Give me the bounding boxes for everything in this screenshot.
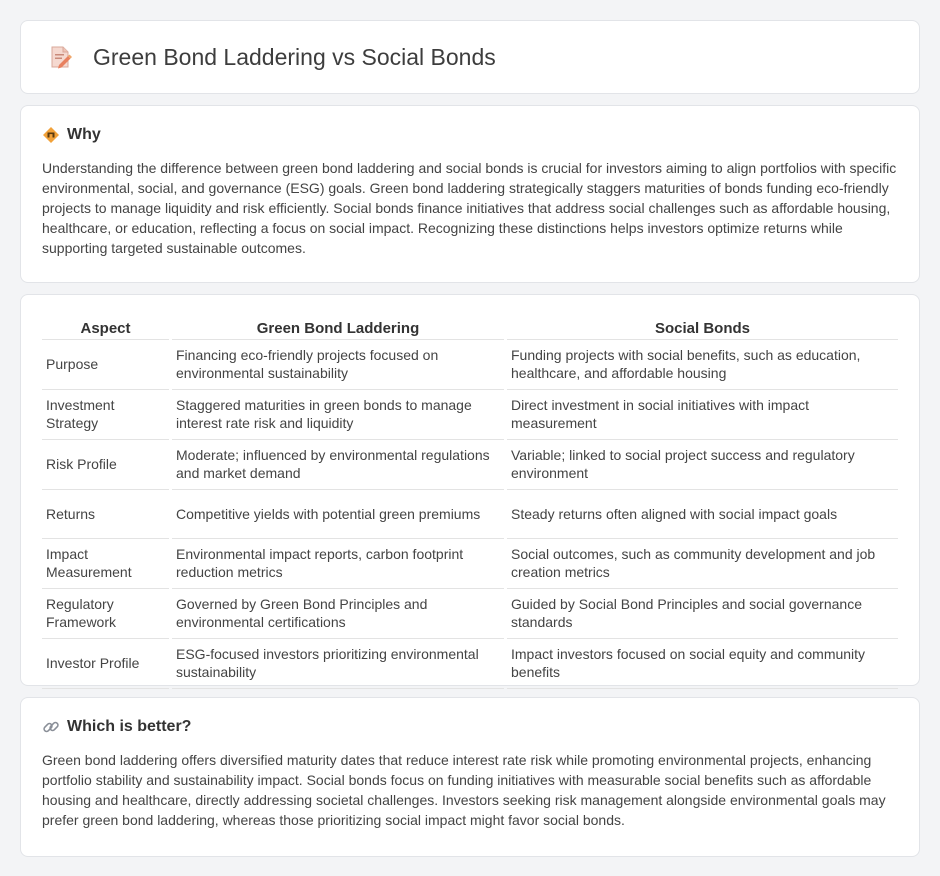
row-green-bond-laddering: Financing eco-friendly projects focused on environmental sustainability [172,340,504,390]
row-green-bond-laddering: ESG-focused investors prioritizing environmental sustainability [172,639,504,689]
link-icon [42,718,60,736]
which-is-better-heading: Which is better? [67,718,192,735]
title-card [20,20,920,94]
row-social-bonds: Steady returns often aligned with social impact goals [507,490,898,539]
document-pen-icon [47,44,73,70]
column-header-aspect: Aspect [42,316,169,340]
row-green-bond-laddering: Moderate; influenced by environmental regulations and market demand [172,440,504,490]
page-title: Green Bond Laddering vs Social Bonds [93,43,496,70]
table-row [42,440,898,490]
row-social-bonds: Guided by Social Bond Principles and social governance standards [507,589,898,639]
row-green-bond-laddering: Staggered maturities in green bonds to manage interest rate risk and liquidity [172,390,504,440]
why-section [20,105,920,283]
row-green-bond-laddering: Governed by Green Bond Principles and environmental certifications [172,589,504,639]
row-social-bonds: Impact investors focused on social equity and community benefits [507,639,898,689]
which-is-better-section [20,697,920,857]
table-row [42,539,898,589]
table-header-row [42,316,898,340]
why-text: Understanding the difference between green bond laddering and social bonds is crucial for investors aiming to align portfolios with specific environmental, social, and governance (ESG) goals. Green bond laddering strategically staggers maturities of bonds funding eco-friendly projects to manage liquidity and risk efficiently. Social bonds finance initiatives that address social challenges such as affordable housing, healthcare, or education, reflecting a focus on social impact. Recognizing these distinctions helps investors optimize returns while supporting targeted sustainable outcomes. [42,160,897,256]
row-aspect: Purpose [42,340,169,390]
why-heading: Why [67,126,101,143]
table-row [42,639,898,689]
row-social-bonds: Variable; linked to social project success and regulatory environment [507,440,898,490]
row-aspect: Returns [42,490,169,539]
row-social-bonds: Direct investment in social initiatives with impact measurement [507,390,898,440]
column-header-social-bonds: Social Bonds [507,316,898,340]
row-aspect: Investment Strategy [42,390,169,440]
row-aspect: Regulatory Framework [42,589,169,639]
row-aspect: Investor Profile [42,639,169,689]
row-aspect: Impact Measurement [42,539,169,589]
diamond-sign-icon [42,126,60,144]
row-social-bonds: Funding projects with social benefits, such as education, healthcare, and affordable housing [507,340,898,390]
comparison-table-card [20,294,920,686]
table-row [42,390,898,440]
row-aspect: Risk Profile [42,440,169,490]
table-row [42,490,898,539]
row-green-bond-laddering: Competitive yields with potential green premiums [172,490,504,539]
row-green-bond-laddering: Environmental impact reports, carbon footprint reduction metrics [172,539,504,589]
table-row [42,589,898,639]
column-header-green-bond-laddering: Green Bond Laddering [172,316,504,340]
which-is-better-text: Green bond laddering offers diversified maturity dates that reduce interest rate risk while promoting environmental projects, enhancing portfolio stability and sustainability impact. Social bonds focus on funding initiatives with measurable social benefits such as affordable housing and healthcare, directly addressing societal challenges. Investors seeking risk management alongside environmental goals may prefer green bond laddering, whereas those prioritizing social impact might favor social bonds. [42,752,886,828]
row-social-bonds: Social outcomes, such as community development and job creation metrics [507,539,898,589]
comparison-table [39,316,901,689]
table-row [42,340,898,390]
